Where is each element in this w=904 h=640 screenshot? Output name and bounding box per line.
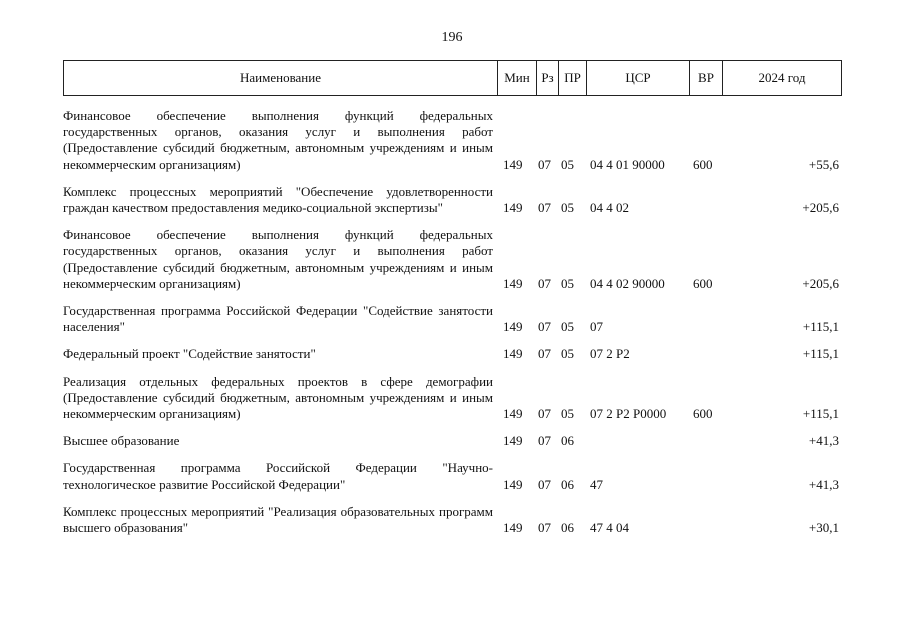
header-rz: Рз <box>537 61 559 96</box>
row-vr: 600 <box>693 275 713 291</box>
row-pr: 06 <box>561 476 574 492</box>
row-amount: +205,6 <box>802 275 839 291</box>
row-min: 149 <box>503 406 523 422</box>
row-pr: 05 <box>561 200 574 216</box>
row-name: Федеральный проект "Содействие занятости" <box>63 346 316 362</box>
row-amount: +205,6 <box>802 200 839 216</box>
row-csr: 47 <box>590 476 603 492</box>
row-name: Комплекс процессных мероприятий "Реализация образовательных программ высшего образования" <box>63 503 493 536</box>
row-rz: 07 <box>538 346 551 362</box>
row-vr: 600 <box>693 156 713 172</box>
row-amount: +30,1 <box>808 520 839 536</box>
row-pr: 06 <box>561 433 574 449</box>
row-min: 149 <box>503 433 523 449</box>
row-min: 149 <box>503 275 523 291</box>
row-amount: +115,1 <box>802 346 839 362</box>
row-vr: 600 <box>693 406 713 422</box>
row-csr: 47 4 04 <box>590 520 629 536</box>
row-rz: 07 <box>538 520 551 536</box>
row-rz: 07 <box>538 156 551 172</box>
row-csr: 07 2 P2 P0000 <box>590 406 667 422</box>
row-pr: 05 <box>561 275 574 291</box>
row-min: 149 <box>503 520 523 536</box>
page-number: 196 <box>441 30 463 45</box>
table-row <box>63 184 841 216</box>
row-name: Государственная программа Российской Федерации "Содействие занятости населения" <box>63 303 493 335</box>
row-name: Финансовое обеспечение выполнения функций федеральных государственных органов, оказания услуг и выполнения работ (Предоставление субсидий бюджетным, автономным учреждениям и иным некоммерческим организациям) <box>63 227 493 291</box>
row-csr: 07 <box>590 319 603 335</box>
row-rz: 07 <box>538 476 551 492</box>
row-amount: +41,3 <box>808 476 839 492</box>
row-min: 149 <box>503 346 523 362</box>
row-pr: 05 <box>561 319 574 335</box>
table-row <box>63 227 841 292</box>
table-row <box>63 108 841 173</box>
row-pr: 05 <box>561 346 574 362</box>
row-csr: 07 2 P2 <box>590 346 630 362</box>
table-row <box>63 433 841 449</box>
row-amount: +115,1 <box>802 406 839 422</box>
header-min: Мин <box>498 61 537 96</box>
row-amount: +115,1 <box>802 319 839 335</box>
table-row <box>63 374 841 423</box>
table-row <box>63 303 841 335</box>
header-csr: ЦСР <box>587 61 690 96</box>
row-csr: 04 4 01 90000 <box>590 156 665 172</box>
row-rz: 07 <box>538 406 551 422</box>
row-name: Реализация отдельных федеральных проектов в сфере демографии (Предоставление субсидий бюджетным, автономным учреждениям и иным некоммерческим организациям) <box>63 373 493 422</box>
row-min: 149 <box>503 319 523 335</box>
row-pr: 05 <box>561 156 574 172</box>
row-name: Государственная программа Российской Федерации "Научно-технологическое развитие Российской Федерации" <box>63 460 493 492</box>
header-name: Наименование <box>64 61 498 96</box>
row-rz: 07 <box>538 319 551 335</box>
table-row <box>63 460 841 492</box>
header-vr: ВР <box>690 61 723 96</box>
row-csr: 04 4 02 90000 <box>590 275 665 291</box>
row-pr: 05 <box>561 406 574 422</box>
row-csr: 04 4 02 <box>590 200 629 216</box>
row-min: 149 <box>503 476 523 492</box>
row-amount: +55,6 <box>808 156 839 172</box>
row-min: 149 <box>503 200 523 216</box>
row-name: Финансовое обеспечение выполнения функций федеральных государственных органов, оказания услуг и выполнения работ (Предоставление субсидий бюджетным, автономным учреждениям и иным некоммерческим организациям) <box>63 108 493 172</box>
row-name: Комплекс процессных мероприятий "Обеспечение удовлетворенности граждан качеством предоставления медико-социальной экспертизы" <box>63 183 493 216</box>
table-body <box>63 108 841 536</box>
table-row <box>63 346 841 362</box>
row-rz: 07 <box>538 275 551 291</box>
header-pr: ПР <box>559 61 587 96</box>
table-row <box>63 504 841 536</box>
row-amount: +41,3 <box>808 433 839 449</box>
table-header <box>63 60 841 96</box>
row-rz: 07 <box>538 433 551 449</box>
row-min: 149 <box>503 156 523 172</box>
row-name: Высшее образование <box>63 433 180 449</box>
row-rz: 07 <box>538 200 551 216</box>
row-pr: 06 <box>561 520 574 536</box>
header-year: 2024 год <box>723 61 842 96</box>
